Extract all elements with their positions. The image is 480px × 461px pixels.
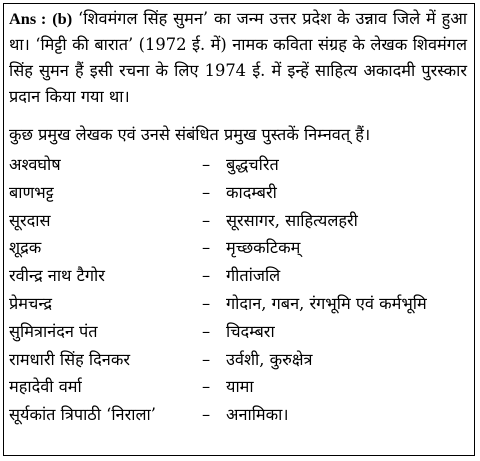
- work-title: कादम्बरी: [226, 182, 277, 202]
- author-name: बाणभट्ट: [9, 182, 54, 202]
- answer-paragraph: [9, 6, 467, 110]
- list-intro: कुछ प्रमुख लेखक एवं उनसे संबंधित प्रमुख पुस्तकें निम्नवत् हैं।: [9, 125, 371, 144]
- author-name: रवीन्द्र नाथ टैगोर: [9, 266, 105, 286]
- separator-dash: –: [202, 377, 211, 397]
- separator-dash: –: [202, 182, 211, 202]
- author-name: महादेवी वर्मा: [9, 377, 82, 397]
- work-title: यामा: [226, 377, 254, 397]
- work-title: सूरसागर, साहित्यलहरी: [226, 210, 358, 230]
- author-name: प्रेमचन्द्र: [9, 293, 53, 313]
- separator-dash: –: [202, 349, 211, 369]
- separator-dash: –: [202, 293, 211, 313]
- list-item: [9, 234, 469, 262]
- list-item: [9, 401, 469, 429]
- work-title: गोदान, गबन, रंगभूमि एवं कर्मभूमि: [226, 293, 427, 313]
- author-name: सुमित्रानंदन पंत: [9, 321, 98, 341]
- author-name: रामधारी सिंह दिनकर: [9, 349, 130, 369]
- author-name: सूर्यकांत त्रिपाठी ‘निराला’: [9, 405, 156, 425]
- separator-dash: –: [202, 266, 211, 286]
- work-title: मृच्छकटिकम्: [226, 238, 301, 258]
- author-name: शूद्रक: [9, 238, 42, 258]
- work-title: चिदम्बरा: [226, 321, 275, 341]
- separator-dash: –: [202, 405, 211, 425]
- list-item: [9, 373, 469, 401]
- answer-label: Ans :: [9, 9, 47, 28]
- author-name: अश्वघोष: [9, 155, 61, 174]
- list-item: [9, 179, 469, 207]
- separator-dash: –: [202, 238, 211, 258]
- work-title: अनामिका।: [226, 405, 289, 425]
- list-item: [9, 207, 469, 235]
- answer-option: (b): [52, 9, 73, 28]
- work-title: उर्वशी, कुरुक्षेत्र: [226, 349, 313, 369]
- list-item: [9, 346, 469, 374]
- list-item: [9, 290, 469, 318]
- author-work-list: [9, 151, 469, 429]
- list-item: [9, 151, 469, 179]
- author-name: सूरदास: [9, 210, 51, 230]
- separator-dash: –: [202, 210, 211, 230]
- work-title: बुद्धचरित: [226, 155, 279, 174]
- list-item: [9, 262, 469, 290]
- separator-dash: –: [202, 155, 211, 174]
- list-item: [9, 318, 469, 346]
- separator-dash: –: [202, 321, 211, 341]
- answer-text: ‘शिवमंगल सिंह सुमन’ का जन्म उत्तर प्रदेश के उन्नाव जिले में हुआ था। ‘मिट्टी की बारात’ (1972 ई. में) नामक कविता संग्रह के लेखक शिवमंगल सिंह सुमन हैं इसी रचना के लिए 1974 ई. में इन्हें साहित्य अकादमी पुरस्कार प्रदान किया गया था।: [9, 9, 467, 106]
- work-title: गीतांजलि: [226, 266, 281, 286]
